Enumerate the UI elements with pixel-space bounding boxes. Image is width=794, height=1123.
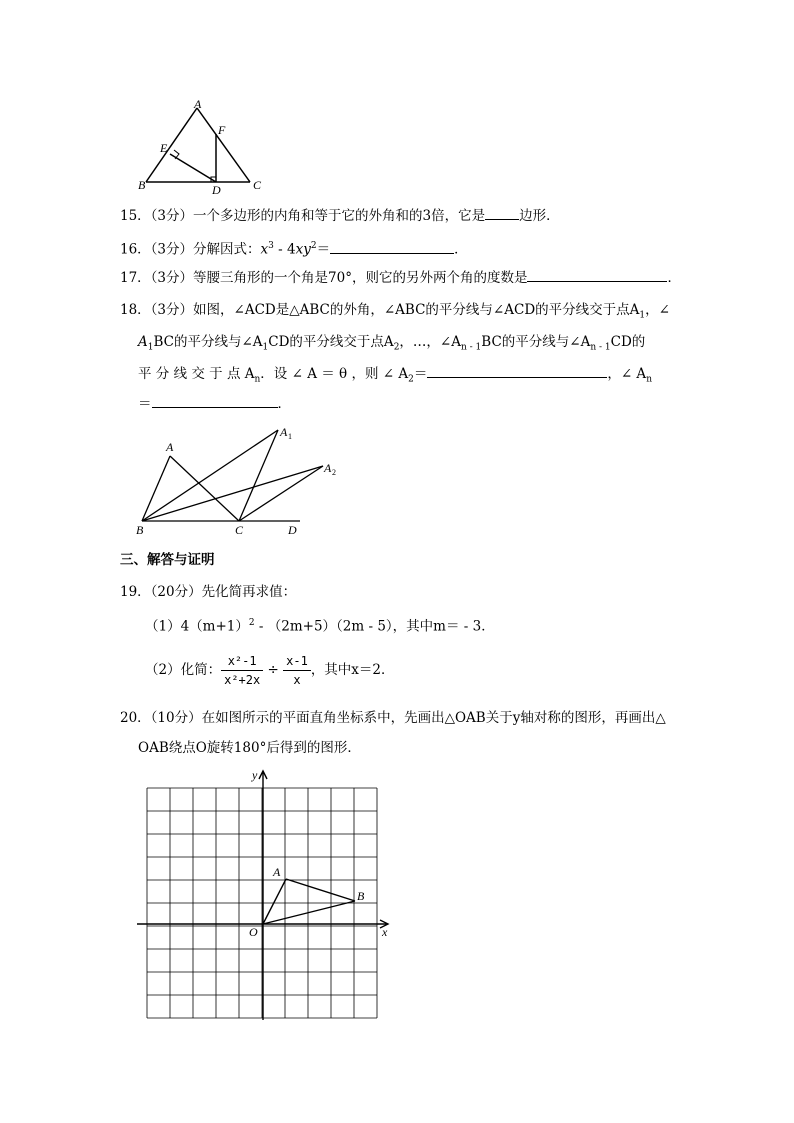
label-B: B xyxy=(357,889,365,903)
answer-blank[interactable] xyxy=(485,207,519,220)
question-15: 15．（3分）一个多边形的内角和等于它的外角和的3倍，它是 边形． xyxy=(120,208,560,224)
svg-text:2: 2 xyxy=(332,468,336,477)
question-20-line-2: OAB绕点O旋转180°后得到的图形． xyxy=(138,740,361,756)
angle-bisector-figure xyxy=(130,420,350,540)
label-A: A xyxy=(166,440,174,454)
label-D: D xyxy=(288,523,297,537)
label-C: C xyxy=(253,178,262,192)
fraction-2: $\frac{x-1}{x}$ xyxy=(283,652,311,689)
question-17: 17．（3分）等腰三角形的一个角是70°，则它的另外两个角的度数是 ． xyxy=(120,270,681,286)
question-18-line-3: 平 分 线 交 于 点 $A_n$．设 ∠ A ＝ θ ，则 ∠ $A_2=$ ，∠ $A_n$ xyxy=(138,366,652,385)
label-B: B xyxy=(138,178,146,192)
fraction-1: $\frac{\text{x²-1}}{\text{x²+2x}}$ xyxy=(221,652,263,689)
label-O: O xyxy=(249,925,258,939)
label-x: x xyxy=(382,925,388,939)
label-A1: A xyxy=(280,425,288,439)
question-18-line-2: $A_1BC$的平分线与$\angle A_1CD$的平分线交于点$A_2$，…，$\angle A_{n - 1}BC$的平分线与$\angle A_{n - 1}CD$的 xyxy=(138,334,646,353)
answer-blank-An[interactable] xyxy=(152,395,278,408)
answer-blank[interactable] xyxy=(527,269,667,282)
question-19-part-1: $(1)4(m+1)^2 - (2m+5)(2m - 5)$，其中m＝ - 3． xyxy=(145,618,495,635)
svg-text:1: 1 xyxy=(288,432,292,441)
question-19-title: 19．（20分）先化简再求值： xyxy=(120,584,297,600)
coordinate-grid xyxy=(135,766,405,1026)
label-A2: A xyxy=(324,461,332,475)
label-A: A xyxy=(194,97,202,111)
answer-blank-A2[interactable] xyxy=(427,365,607,378)
label-B: B xyxy=(136,523,144,537)
triangle-figure-1 xyxy=(130,96,270,196)
label-E: E xyxy=(160,141,168,155)
label-y: y xyxy=(252,768,258,782)
question-16: 16．（3分）分解因式：$x^3 - 4xy^2=$ ． xyxy=(120,241,468,258)
question-19-part-2: （2）化简： $\frac{\text{x²-1}}{\text{x²+2x}}$ ÷ $\frac{x-1}{x}$ ，其中x＝2． xyxy=(145,654,395,687)
label-C: C xyxy=(235,523,244,537)
label-A: A xyxy=(273,865,281,879)
answer-blank[interactable] xyxy=(330,241,454,254)
section-heading: 三、解答与证明 xyxy=(120,552,215,568)
label-D: D xyxy=(212,183,221,196)
label-F: F xyxy=(218,123,226,137)
question-18-line-1: 18．（3分）如图，∠ACD是△ABC的外角，∠ABC的平分线与∠ACD的平分线交于点$A_1$，∠ xyxy=(120,302,670,321)
question-20-line-1: 20．（10分）在如图所示的平面直角坐标系中，先画出△OAB关于y轴对称的图形，再画出△ xyxy=(120,710,666,726)
question-18-line-4: ＝ ． xyxy=(138,396,291,412)
